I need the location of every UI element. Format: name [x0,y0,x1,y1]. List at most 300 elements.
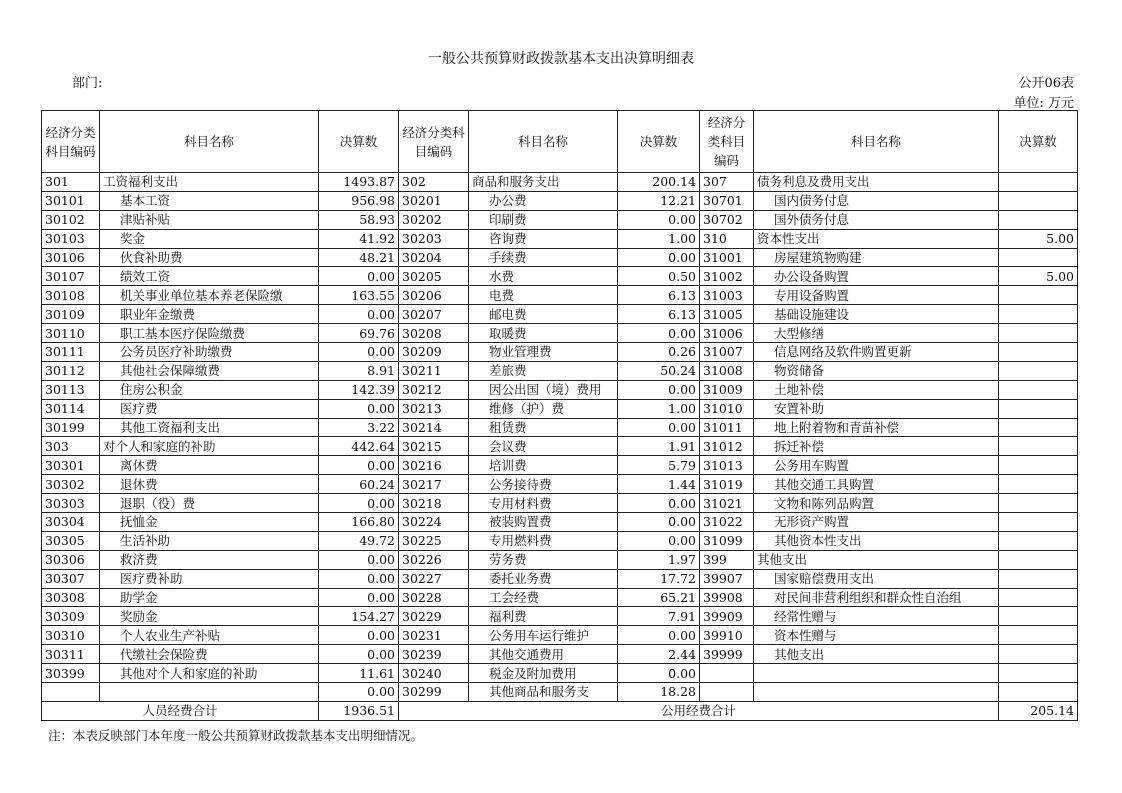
cell-name: 租赁费 [469,418,618,437]
cell-code: 303 [42,437,100,456]
cell-name: 工资福利支出 [100,173,319,192]
cell-amount: 49.72 [319,531,399,550]
cell-amount: 0.00 [618,494,700,513]
cell-code: 31003 [700,286,754,305]
cell-amount: 5.00 [999,267,1078,286]
cell-amount [999,513,1078,532]
cell-code: 30211 [399,361,469,380]
table-row [42,324,1078,343]
header-row [42,111,1078,173]
cell-name: 专用燃料费 [469,531,618,550]
cell-amount [999,437,1078,456]
cell-amount: 0.00 [319,645,399,664]
header-name: 科目名称 [100,111,319,173]
cell-code: 30101 [42,191,100,210]
cell-amount: 2.44 [618,645,700,664]
cell-amount [999,191,1078,210]
cell-name: 对个人和家庭的补助 [100,437,319,456]
cell-code: 39909 [700,607,754,626]
table-row [42,305,1078,324]
cell-name: 经常性赠与 [754,607,999,626]
cell-amount [999,494,1078,513]
cell-code: 30299 [399,683,469,702]
cell-amount: 0.00 [319,399,399,418]
cell-name: 办公费 [469,191,618,210]
cell-name: 工会经费 [469,588,618,607]
public-total-label: 公用经费合计 [399,701,999,720]
cell-code: 30110 [42,324,100,343]
personnel-total-value: 1936.51 [319,701,399,720]
cell-name: 手续费 [469,248,618,267]
cell-code: 30113 [42,380,100,399]
cell-code: 30302 [42,475,100,494]
cell-name: 奖金 [100,229,319,248]
cell-name: 退休费 [100,475,319,494]
table-row [42,286,1078,305]
cell-amount: 1.00 [618,229,700,248]
footnote: 注：本表反映部门本年度一般公共预算财政拨款基本支出明细情况。 [48,728,424,743]
cell-code: 30111 [42,343,100,362]
table-row [42,645,1078,664]
cell-code: 399 [700,550,754,569]
cell-amount: 0.00 [618,626,700,645]
cell-name: 大型修缮 [754,324,999,343]
cell-code: 31013 [700,456,754,475]
cell-name: 职业年金缴费 [100,305,319,324]
cell-code: 30304 [42,513,100,532]
cell-code: 30212 [399,380,469,399]
cell-code: 30310 [42,626,100,645]
cell-amount: 5.79 [618,456,700,475]
cell-code: 30301 [42,456,100,475]
cell-code: 30307 [42,569,100,588]
cell-amount: 6.13 [618,305,700,324]
cell-name: 津贴补贴 [100,210,319,229]
table-row [42,569,1078,588]
cell-name: 医疗费补助 [100,569,319,588]
cell-code: 30106 [42,248,100,267]
cell-amount: 442.64 [319,437,399,456]
cell-name: 劳务费 [469,550,618,569]
cell-code: 30226 [399,550,469,569]
cell-amount: 956.98 [319,191,399,210]
cell-amount: 163.55 [319,286,399,305]
cell-amount: 166.80 [319,513,399,532]
cell-name: 基本工资 [100,191,319,210]
cell-amount [999,683,1078,702]
cell-code: 31022 [700,513,754,532]
cell-name: 住房公积金 [100,380,319,399]
cell-amount: 69.76 [319,324,399,343]
cell-name: 会议费 [469,437,618,456]
cell-name: 电费 [469,286,618,305]
table-row [42,173,1078,192]
table-row [42,380,1078,399]
cell-code: 30206 [399,286,469,305]
cell-code: 30216 [399,456,469,475]
cell-code: 30207 [399,305,469,324]
cell-name: 其他支出 [754,645,999,664]
cell-name: 其他支出 [754,550,999,569]
cell-code: 30201 [399,191,469,210]
cell-amount [999,324,1078,343]
cell-name: 职工基本医疗保险缴费 [100,324,319,343]
cell-code: 30205 [399,267,469,286]
cell-amount: 0.00 [618,418,700,437]
cell-amount: 0.00 [618,324,700,343]
cell-name: 印刷费 [469,210,618,229]
cell-name: 国外债务付息 [754,210,999,229]
cell-amount [999,286,1078,305]
cell-amount [999,248,1078,267]
table-body [42,173,1078,702]
cell-code: 30229 [399,607,469,626]
cell-code: 31002 [700,267,754,286]
personnel-total-label: 人员经费合计 [42,701,319,720]
header-name: 科目名称 [754,111,999,173]
table-row [42,494,1078,513]
cell-name: 办公设备购置 [754,267,999,286]
cell-code: 31006 [700,324,754,343]
cell-name: 咨询费 [469,229,618,248]
table-row [42,361,1078,380]
cell-amount: 142.39 [319,380,399,399]
cell-name: 其他社会保障缴费 [100,361,319,380]
cell-name: 房屋建筑物购建 [754,248,999,267]
cell-name [754,683,999,702]
cell-amount: 1493.87 [319,173,399,192]
cell-name: 物资储备 [754,361,999,380]
cell-code: 302 [399,173,469,192]
cell-name [100,683,319,702]
cell-code: 30228 [399,588,469,607]
cell-name: 培训费 [469,456,618,475]
cell-code: 30227 [399,569,469,588]
cell-code: 31008 [700,361,754,380]
table-row [42,531,1078,550]
cell-amount [999,645,1078,664]
cell-name: 物业管理费 [469,343,618,362]
cell-code: 31009 [700,380,754,399]
cell-code: 31011 [700,418,754,437]
cell-code: 30701 [700,191,754,210]
cell-code: 30399 [42,664,100,683]
cell-name: 福利费 [469,607,618,626]
cell-amount: 8.91 [319,361,399,380]
cell-amount [999,550,1078,569]
cell-amount: 0.00 [618,664,700,683]
cell-code: 30114 [42,399,100,418]
cell-amount: 65.21 [618,588,700,607]
cell-name: 专用材料费 [469,494,618,513]
cell-amount: 0.00 [618,513,700,532]
cell-name: 救济费 [100,550,319,569]
cell-name: 债务利息及费用支出 [754,173,999,192]
cell-code: 30108 [42,286,100,305]
cell-name: 退职（役）费 [100,494,319,513]
cell-amount [999,361,1078,380]
cell-name: 机关事业单位基本养老保险缴 [100,286,319,305]
cell-code: 30311 [42,645,100,664]
cell-code: 30702 [700,210,754,229]
cell-amount: 0.50 [618,267,700,286]
cell-code [700,664,754,683]
cell-amount: 50.24 [618,361,700,380]
cell-amount: 1.97 [618,550,700,569]
cell-name: 其他工资福利支出 [100,418,319,437]
totals-row [42,701,1078,720]
cell-code: 39910 [700,626,754,645]
table-row [42,191,1078,210]
cell-name: 文物和陈列品购置 [754,494,999,513]
cell-name: 拆迁补偿 [754,437,999,456]
cell-amount [999,607,1078,626]
cell-name: 公务用车购置 [754,456,999,475]
cell-code: 310 [700,229,754,248]
cell-amount: 60.24 [319,475,399,494]
unit-label: 单位: 万元 [1013,96,1074,111]
cell-name: 绩效工资 [100,267,319,286]
table-row [42,248,1078,267]
cell-name: 公务接待费 [469,475,618,494]
cell-amount [999,418,1078,437]
cell-code: 30112 [42,361,100,380]
cell-name: 其他资本性支出 [754,531,999,550]
cell-name: 医疗费 [100,399,319,418]
cell-amount: 0.00 [319,305,399,324]
cell-amount: 7.91 [618,607,700,626]
table-row [42,588,1078,607]
table-row [42,683,1078,702]
cell-code [42,683,100,702]
cell-code: 30214 [399,418,469,437]
table-row [42,437,1078,456]
cell-name: 无形资产购置 [754,513,999,532]
cell-name: 基础设施建设 [754,305,999,324]
table-row [42,513,1078,532]
table-row [42,626,1078,645]
cell-code: 30199 [42,418,100,437]
cell-code: 30202 [399,210,469,229]
cell-name: 国家赔偿费用支出 [754,569,999,588]
cell-name: 差旅费 [469,361,618,380]
cell-code: 31007 [700,343,754,362]
cell-name: 其他交通工具购置 [754,475,999,494]
cell-amount [999,475,1078,494]
table-row [42,210,1078,229]
cell-code: 30217 [399,475,469,494]
cell-amount: 0.00 [319,569,399,588]
cell-amount: 0.26 [618,343,700,362]
cell-name: 专用设备购置 [754,286,999,305]
cell-name: 国内债务付息 [754,191,999,210]
cell-amount [999,664,1078,683]
table-row [42,229,1078,248]
cell-code: 39907 [700,569,754,588]
cell-code: 39908 [700,588,754,607]
cell-name: 商品和服务支出 [469,173,618,192]
cell-name: 伙食补助费 [100,248,319,267]
cell-code: 30208 [399,324,469,343]
cell-amount [999,380,1078,399]
cell-amount: 3.22 [319,418,399,437]
cell-amount [999,456,1078,475]
cell-name: 取暖费 [469,324,618,343]
cell-name: 奖励金 [100,607,319,626]
cell-code [700,683,754,702]
cell-amount: 0.00 [618,210,700,229]
cell-amount [999,210,1078,229]
cell-amount [999,173,1078,192]
cell-code: 31012 [700,437,754,456]
cell-code: 31099 [700,531,754,550]
cell-code: 30218 [399,494,469,513]
cell-name: 税金及附加费用 [469,664,618,683]
cell-amount: 0.00 [319,683,399,702]
cell-name: 其他交通费用 [469,645,618,664]
cell-code: 307 [700,173,754,192]
table-row [42,399,1078,418]
cell-amount: 12.21 [618,191,700,210]
cell-amount [999,569,1078,588]
cell-code: 31010 [700,399,754,418]
cell-code: 30109 [42,305,100,324]
cell-name: 对民间非营利组织和群众性自治组 [754,588,999,607]
cell-name: 水费 [469,267,618,286]
header-amount: 决算数 [618,111,700,173]
table-number: 公开06表 [1018,76,1074,91]
cell-code: 31005 [700,305,754,324]
cell-amount [999,626,1078,645]
cell-name: 助学金 [100,588,319,607]
cell-code: 301 [42,173,100,192]
cell-amount: 0.00 [319,343,399,362]
table-row [42,607,1078,626]
cell-name: 土地补偿 [754,380,999,399]
table-row [42,550,1078,569]
cell-code: 30309 [42,607,100,626]
cell-amount: 48.21 [319,248,399,267]
cell-code: 30225 [399,531,469,550]
cell-amount [999,531,1078,550]
cell-name: 生活补助 [100,531,319,550]
cell-name: 信息网络及软件购置更新 [754,343,999,362]
table-row [42,267,1078,286]
cell-code: 30224 [399,513,469,532]
cell-amount: 0.00 [618,531,700,550]
cell-amount: 17.72 [618,569,700,588]
cell-amount: 5.00 [999,229,1078,248]
cell-amount: 0.00 [618,380,700,399]
department-label: 部门: [72,76,103,91]
report-title: 一般公共预算财政拨款基本支出决算明细表 [428,51,694,67]
cell-code: 31001 [700,248,754,267]
cell-code: 30107 [42,267,100,286]
table-row [42,475,1078,494]
cell-amount: 0.00 [319,267,399,286]
table-row [42,456,1078,475]
cell-amount: 58.93 [319,210,399,229]
cell-amount: 0.00 [319,588,399,607]
cell-name: 资本性支出 [754,229,999,248]
cell-name: 公务员医疗补助缴费 [100,343,319,362]
cell-code: 30306 [42,550,100,569]
cell-amount: 6.13 [618,286,700,305]
cell-name: 邮电费 [469,305,618,324]
cell-name: 资本性赠与 [754,626,999,645]
cell-amount: 1.44 [618,475,700,494]
cell-amount: 11.61 [319,664,399,683]
table-row [42,343,1078,362]
cell-code: 30103 [42,229,100,248]
public-total-value: 205.14 [999,701,1078,720]
cell-name: 代缴社会保险费 [100,645,319,664]
cell-name: 地上附着物和青苗补偿 [754,418,999,437]
cell-code: 30305 [42,531,100,550]
cell-amount: 200.14 [618,173,700,192]
header-code: 经济分类科目编码 [399,111,469,173]
cell-code: 30213 [399,399,469,418]
cell-code: 31019 [700,475,754,494]
cell-code: 30215 [399,437,469,456]
cell-code: 39999 [700,645,754,664]
cell-name: 公务用车运行维护 [469,626,618,645]
cell-name [754,664,999,683]
table-row [42,418,1078,437]
cell-code: 30102 [42,210,100,229]
cell-code: 30240 [399,664,469,683]
cell-code: 30231 [399,626,469,645]
header-code: 经济分类科目编码 [42,111,100,173]
cell-amount [999,305,1078,324]
cell-amount [999,399,1078,418]
cell-amount: 0.00 [618,248,700,267]
cell-code: 30204 [399,248,469,267]
cell-name: 被装购置费 [469,513,618,532]
header-name: 科目名称 [469,111,618,173]
cell-name: 其他对个人和家庭的补助 [100,664,319,683]
cell-amount [999,343,1078,362]
cell-code: 30308 [42,588,100,607]
cell-name: 个人农业生产补贴 [100,626,319,645]
cell-name: 抚恤金 [100,513,319,532]
header-amount: 决算数 [999,111,1078,173]
cell-amount: 1.91 [618,437,700,456]
expenditure-table [41,110,1078,721]
cell-code: 30303 [42,494,100,513]
cell-code: 30239 [399,645,469,664]
cell-name: 其他商品和服务支 [469,683,618,702]
cell-amount: 0.00 [319,456,399,475]
header-code: 经济分类科目编码 [700,111,754,173]
cell-amount: 0.00 [319,550,399,569]
header-amount: 决算数 [319,111,399,173]
cell-name: 委托业务费 [469,569,618,588]
cell-name: 维修（护）费 [469,399,618,418]
cell-code: 31021 [700,494,754,513]
cell-amount: 1.00 [618,399,700,418]
table-row [42,664,1078,683]
cell-amount: 41.92 [319,229,399,248]
cell-amount: 0.00 [319,626,399,645]
cell-amount [999,588,1078,607]
cell-name: 安置补助 [754,399,999,418]
cell-name: 离休费 [100,456,319,475]
cell-amount: 0.00 [319,494,399,513]
cell-name: 因公出国（境）费用 [469,380,618,399]
cell-code: 30209 [399,343,469,362]
cell-code: 30203 [399,229,469,248]
